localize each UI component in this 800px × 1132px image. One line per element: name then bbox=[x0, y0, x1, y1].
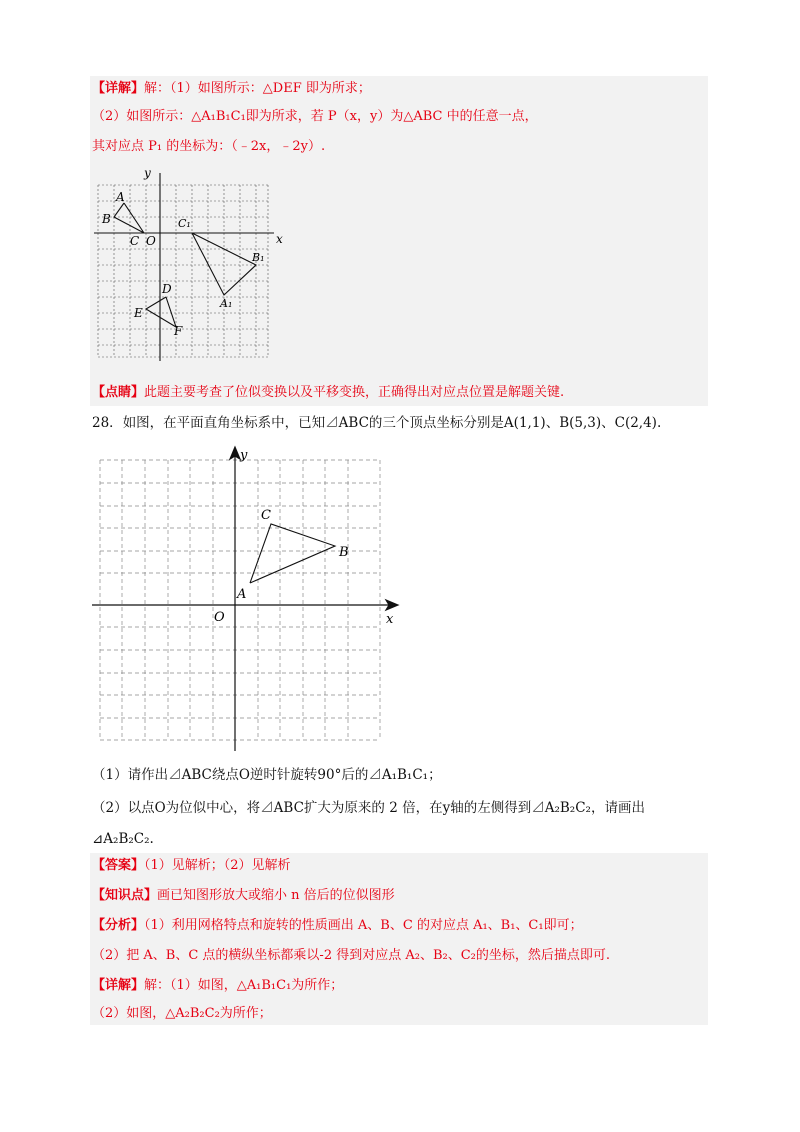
figure1-label-a1: A₁ bbox=[220, 297, 233, 310]
solution-line-3: 其对应点 P₁ 的坐标为：（﹣2x，﹣2y）. bbox=[92, 139, 326, 154]
detail2-text: 解：（1）如图，△A₁B₁C₁为所作； bbox=[144, 978, 344, 993]
figure1-label-e: E bbox=[134, 306, 143, 320]
detail-tag: 【详解】 bbox=[92, 81, 145, 96]
figure2-label-b: B bbox=[339, 545, 349, 560]
figure1-label-c1: C₁ bbox=[178, 217, 191, 230]
analysis-text: （1）利用网格特点和旋转的性质画出 A、B、C 的对应点 A₁、B₁、C₁即可； bbox=[144, 918, 583, 933]
answer-line bbox=[92, 857, 291, 875]
solution-line-2: （2）如图所示：△A₁B₁C₁即为所求，若 P（x，y）为△ABC 中的任意一点， bbox=[92, 109, 538, 124]
knowledge-line bbox=[92, 887, 395, 905]
task-2-line-2: ⊿A₂B₂C₂. bbox=[92, 831, 154, 847]
figure2-triangle-abc bbox=[250, 524, 335, 583]
answer-block bbox=[90, 853, 708, 1025]
figure1-label-b1: B₁ bbox=[252, 251, 265, 264]
figure1-grid bbox=[98, 185, 268, 357]
question-number: 28． bbox=[92, 415, 123, 431]
figure1-label-d: D bbox=[162, 282, 172, 296]
figure1-y-label: y bbox=[144, 166, 151, 180]
answer-tag: 【答案】 bbox=[92, 858, 145, 873]
figure2-origin-label: O bbox=[214, 610, 225, 625]
detail-text: 解：（1）如图所示：△DEF 即为所求； bbox=[144, 81, 371, 96]
comment-tag: 【点睛】 bbox=[92, 385, 145, 400]
task-2-line-1: （2）以点O为位似中心，将⊿ABC扩大为原来的 2 倍，在y轴的左侧得到⊿A₂B₂C₂，请画出 bbox=[92, 800, 645, 816]
knowledge-text: 画已知图形放大或缩小 n 倍后的位似图形 bbox=[157, 888, 395, 903]
solution-line-1 bbox=[92, 80, 371, 98]
figure1-triangle-abc bbox=[114, 203, 144, 233]
figure1-label-c: C bbox=[130, 234, 140, 248]
detail-line-1 bbox=[92, 977, 343, 995]
figure1-label-f: F bbox=[174, 324, 183, 338]
analysis-line-1 bbox=[92, 917, 583, 935]
figure1-triangle-def bbox=[146, 297, 176, 327]
analysis-line-2: （2）把 A、B、C 点的横纵坐标都乘以-2 得到对应点 A₂、B₂、C₂的坐标，然后描点即可. bbox=[92, 948, 611, 963]
figure2-x-label: x bbox=[386, 612, 394, 627]
figure1-origin-label: O bbox=[146, 234, 156, 248]
detail-line-2: （2）如图，△A₂B₂C₂为所作； bbox=[92, 1006, 272, 1021]
figure2-label-a: A bbox=[237, 587, 247, 602]
figure1-label-a: A bbox=[116, 190, 125, 204]
question-text: 如图，在平面直角坐标系中，已知⊿ABC的三个顶点坐标分别是A(1,1)、B(5,3)、C(2,4). bbox=[122, 415, 662, 431]
comment-text: 此题主要考查了位似变换以及平移变换，正确得出对应点位置是解题关键. bbox=[144, 385, 565, 400]
detail2-tag: 【详解】 bbox=[92, 978, 145, 993]
answer-text: （1）见解析；（2）见解析 bbox=[144, 858, 291, 873]
question-stem bbox=[92, 414, 661, 432]
knowledge-tag: 【知识点】 bbox=[92, 888, 158, 903]
task-1: （1）请作出⊿ABC绕点O逆时针旋转90°后的⊿A₁B₁C₁； bbox=[92, 767, 442, 783]
figure1-label-b: B bbox=[102, 212, 111, 226]
figure2-y-label: y bbox=[240, 448, 248, 463]
question-figure bbox=[90, 445, 410, 755]
figure2-label-c: C bbox=[261, 508, 271, 523]
figure1-x-label: x bbox=[276, 232, 283, 246]
analysis-tag: 【分析】 bbox=[92, 918, 145, 933]
comment-line bbox=[92, 384, 564, 402]
solution-figure-1 bbox=[92, 163, 292, 363]
